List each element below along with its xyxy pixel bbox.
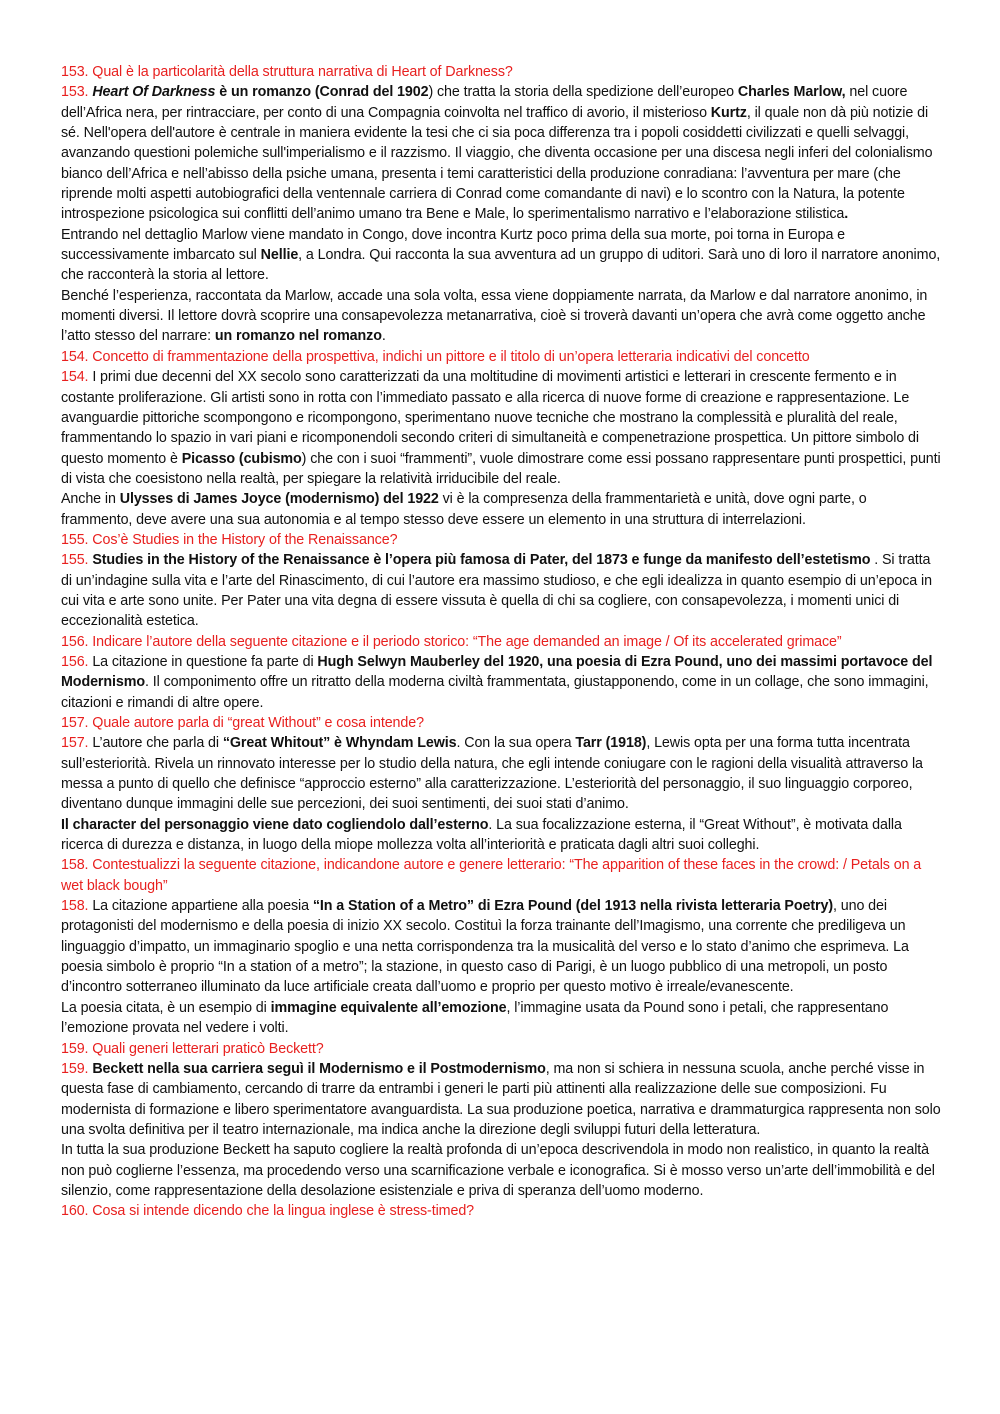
body-text: Entrando nel dettaglio Marlow viene mandato in Congo, dove incontra Kurtz poco prima della sua morte, poi torna in Europa e successivamente imbarcato sul: [61, 226, 846, 264]
emphasis-text: immagine equivalente all’emozione: [270, 999, 507, 1016]
body-text: . Si tratta di un’indagine sulla vita e l’arte del Rinascimento, di cui l’autore era massimo studioso, e che egli idealizza in quanto esempio di un’epoca in cui vita e arte sono unite. Per Pater una vita degna di essere vissuta è quella di chi sa cogliere, con consapevolezza, i momenti unici di eccezionalità estetica.: [61, 552, 932, 630]
question-heading: 159. Quali generi letterari praticò Beckett?: [61, 1040, 324, 1057]
answer-paragraph: [61, 286, 941, 347]
body-text: , l’immagine usata da Pound sono i petali, che rappresentano l’emozione provata nel vedere i volti.: [61, 999, 889, 1037]
emphasis-text: Ulysses di James Joyce (modernismo) del 1922: [119, 491, 439, 508]
answer-number: 159.: [61, 1060, 93, 1077]
body-text: La citazione appartiene alla poesia: [92, 898, 313, 915]
body-text: Anche in: [61, 491, 120, 508]
answer-paragraph: [61, 1059, 941, 1140]
emphasis-text: Kurtz: [710, 104, 747, 121]
answer-paragraph: [61, 367, 941, 489]
body-text: , a Londra. Qui racconta la sua avventura ad un gruppo di uditori. Sarà uno di loro il narratore anonimo, che racconterà la storia al lettore.: [61, 247, 941, 284]
answer-number: 153.: [61, 84, 93, 101]
emphasis-text: Studies in the History of the Renaissance è l’opera più famosa di Pater, del 1873 e funge da manifesto dell’estetismo: [92, 552, 871, 569]
body-text: vi è la compresenza della frammentarietà e unità, dove ogni parte, o frammento, deve avere una sua autonomia e al tempo stesso deve essere un elemento in una struttura di interrelazioni.: [61, 491, 867, 528]
emphasis-text: Charles Marlow,: [737, 84, 846, 101]
answer-paragraph: [61, 896, 941, 998]
emphasis-text: Il character del personaggio viene dato cogliendolo dall’esterno: [61, 816, 489, 833]
emphasis-text: Tarr (1918): [575, 735, 647, 752]
body-text: I primi due decenni del XX secolo sono caratterizzati da una moltitudine di movimenti artistici e letterari in crescente fermento e in costante proliferazione. Gli artisti sono in rotta con l’immediato passato e alla ricerca di nuove forme di creazione e rappresentazione. Le avanguardie pittoriche scompongono e ricompongono, sperimentano nuove tecniche che mostrano la complessità e pluralità del reale, frammentando lo spazio in vari piani e ricomponendoli secondo criteri di simultaneità e compenetrazione prospettica. Un pittore simbolo di questo momento è: [61, 369, 919, 467]
body-text: nel cuore dell’Africa nera, per rintracciare, per conto di una Compagnia coinvolta nel traffico di avorio, il misterioso: [61, 84, 908, 121]
answer-paragraph: [61, 1140, 941, 1201]
answer-paragraph: [61, 998, 941, 1039]
body-text: .: [381, 328, 386, 345]
emphasis-text: Heart Of Darkness: [92, 84, 216, 101]
body-text: In tutta la sua produzione Beckett ha saputo cogliere la realtà profonda di un’epoca descrivendola in modo non realistico, in quanto la realtà non può coglierne l’essenza, ma procedendo verso una scarnificazione verbale e iconografica. Si è mosso verso un’arte dell’immobilità e del silenzio, come rappresentazione della desolazione esistenziale e priva di speranza dell’uomo moderno.: [61, 1142, 935, 1199]
body-text: La citazione in questione fa parte di: [92, 653, 318, 670]
question-heading: 155. Cos’è Studies in the History of the Renaissance?: [61, 531, 398, 548]
answer-paragraph: [61, 733, 941, 814]
question-heading: 154. Concetto di frammentazione della prospettiva, indichi un pittore e il titolo di un’opera letteraria indicativi del concetto: [61, 348, 810, 365]
question-heading: 153. Qual è la particolarità della struttura narrativa di Heart of Darkness?: [61, 64, 513, 80]
answer-paragraph: [61, 225, 941, 286]
question-heading: 158. Contestualizzi la seguente citazione, indicandone autore e genere letterario: “The apparition of these faces in the crowd: / Petals on a wet black bough”: [61, 857, 922, 894]
body-text: . Il componimento offre un ritratto della moderna civiltà frammentata, giustapponendo, come in un collage, che sono immagini, citazioni e rimandi di altre opere.: [61, 674, 929, 711]
question-heading: 160. Cosa si intende dicendo che la lingua inglese è stress-timed?: [61, 1203, 475, 1220]
body-text: Benché l’esperienza, raccontata da Marlow, accade una sola volta, essa viene doppiamente narrata, da Marlow e dal narratore anonimo, in momenti diversi. Il lettore dovrà scoprire una consapevolezza metanarrativa, cioè si troverà davanti un’opera che avrà come oggetto anche l’atto stesso del narrare:: [61, 287, 928, 345]
emphasis-text: Beckett nella sua carriera seguì il Modernismo e il Postmodernismo: [92, 1060, 546, 1077]
body-text: , uno dei protagonisti del modernismo e della poesia di inizio XX secolo. Costituì la forza trainante dell’Imagismo, una corrente che prediligeva un linguaggio d’impatto, un immaginario spoglio e una netta corrispondenza tra la musicalità del verso e lo stato d’animo che esprimeva. La poesia simbolo è proprio “In a station of a metro”; la stazione, in questo caso di Parigi, è un luogo pubblico di una metropoli, un posto d’incontro sotterraneo illuminato da luce artificiale creata dall’uomo e proprio per questo motivo è irreale/evanescente.: [61, 898, 909, 996]
emphasis-text: “In a Station of a Metro” di Ezra Pound (del 1913 nella rivista letteraria Poetry): [312, 898, 833, 915]
emphasis-text: Picasso (cubismo: [181, 450, 302, 467]
answer-paragraph: [61, 489, 941, 530]
answer-number: 158.: [61, 898, 93, 915]
body-text: L’autore che parla di: [92, 735, 223, 752]
body-text: . Con la sua opera: [456, 735, 576, 752]
body-text: La poesia citata, è un esempio di: [61, 999, 271, 1016]
answer-paragraph: [61, 815, 941, 856]
answer-number: 157.: [61, 735, 93, 752]
answer-paragraph: [61, 652, 941, 713]
body-text: , Lewis opta per una forma tutta incentrata sull’esteriorità. Rivela un rinnovato interesse per lo studio della natura, che egli intende coniugare con le ragioni della visualità attraverso la messa a punto di quello che definisce “approccio esterno” alla caratterizzazione. L’esteriorità del personaggio, il suo linguaggio corporeo, diventano dunque immagini delle sue percezioni, dei suoi sentimenti, dei suoi stati d’animo.: [61, 735, 923, 813]
body-text: , il quale non dà più notizie di sé. Nell'opera dell'autore è centrale in maniera evidente la tesi che ci sia poca differenza tra i popoli cosiddetti civilizzati e quelli selvaggi, avanzando questioni polemiche sull'imperialismo e il razzismo. Il viaggio, che diventa occasione per una discesa negli inferi del colonialismo bianco dell’Africa e nell’abisso della psiche umana, presenta i temi caratteristici della produzione conradiana: l’avventura per mare (che riprende molti aspetti autobiografici della ventennale carriera di Conrad come comandante di navi) e lo scontro con la Natura, la potente introspezione psicologica sui conflitti dell’animo umano tra Bene e Male, lo sperimentalismo narrativo e l’elaborazione stilistica: [61, 104, 933, 223]
body-text: ) che tratta la storia della spedizione dell’europeo: [428, 84, 738, 101]
document-page: [61, 62, 941, 1222]
emphasis-text: .: [844, 206, 849, 223]
emphasis-text: un romanzo nel romanzo: [214, 328, 382, 345]
body-text: ) che con i suoi “frammenti”, vuole dimostrare come essi possano rappresentare punti prospettici, punti di vista che coesistono nella realtà, per spiegare la relatività irriducibile del reale.: [61, 450, 941, 487]
answer-paragraph: [61, 550, 941, 631]
question-heading: 156. Indicare l’autore della seguente citazione e il periodo storico: “The age demanded an image / Of its accelerated grimace”: [61, 633, 842, 650]
body-text: . La sua focalizzazione esterna, il “Great Without”, è motivata dalla ricerca di durezza e distanza, in luogo della miope mollezza volta all’interiorità e praticata dagli altri suoi colleghi.: [61, 816, 902, 854]
answer-number: 154.: [61, 369, 93, 386]
answer-number: 156.: [61, 653, 93, 670]
question-heading: 157. Quale autore parla di “great Without” e cosa intende?: [61, 715, 424, 731]
emphasis-text: Hugh Selwyn Mauberley del 1920, una poesia di Ezra Pound, uno dei massimi portavoce del Modernismo: [61, 653, 933, 691]
emphasis-text: “Great Whitout” è Whyndam Lewis: [222, 735, 457, 752]
answer-number: 155.: [61, 552, 93, 569]
emphasis-text: Nellie: [260, 247, 299, 264]
body-text: , ma non si schiera in nessuna scuola, anche perché visse in questa fase di cambiamento, cercando di trarre da entrambi i generi le parti più attinenti alla realizzazione delle sue composizioni. Fu modernista di formazione e libero sperimentatore avanguardista. La sua produzione poetica, narrativa e drammaturgica rappresenta non solo una svolta definitiva per il teatro internazionale, ma indica anche la direzione degli sviluppi futuri della letteratura.: [61, 1060, 941, 1138]
emphasis-text: è un romanzo (Conrad del 1902: [215, 84, 429, 101]
answer-paragraph: [61, 82, 941, 224]
